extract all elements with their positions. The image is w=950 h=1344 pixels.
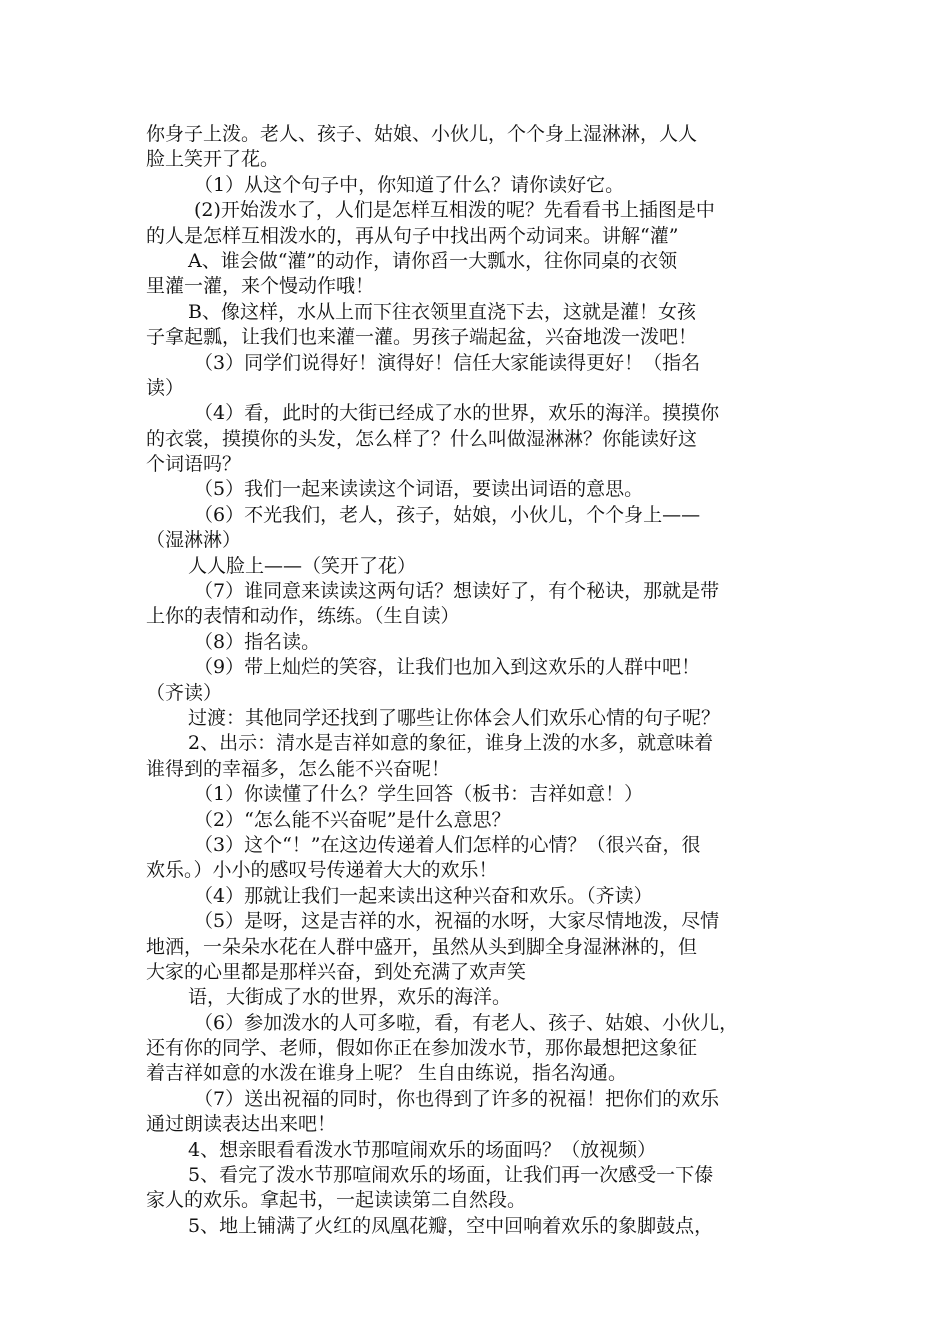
text-line: （4）那就让我们一起来读出这种兴奋和欢乐。（齐读） [194,884,653,907]
text-line: （6）参加泼水的人可多啦，看，有老人、孩子、姑娘、小伙儿， [194,1011,739,1034]
text-line: B、像这样，水从上而下往衣领里直浇下去，这就是灌！女孩 [188,300,696,323]
text-line: （齐读） [146,681,223,704]
text-line: 过渡：其他同学还找到了哪些让你体会人们欢乐心情的句子呢？ [188,706,721,729]
text-line: 还有你的同学、老师，假如你正在参加泼水节，那你最想把这象征 [146,1037,698,1060]
text-line: (2)开始泼水了，人们是怎样互相泼的呢？先看看书上插图是中 [194,199,715,222]
text-line: 着吉祥如意的水泼在谁身上呢？ 生自由练说，指名沟通。 [146,1062,628,1085]
text-line: 大家的心里都是那样兴奋，到处充满了欢声笑 [146,960,527,983]
text-line: 2、出示：清水是吉祥如意的象征，谁身上泼的水多，就意味着 [188,732,714,755]
text-line: 里灌一灌，来个慢动作哦！ [146,275,375,298]
text-line: 的衣裳，摸摸你的头发，怎么样了？什么叫做湿淋淋？你能读好这 [146,427,698,450]
text-line: （7）送出祝福的同时，你也得到了许多的祝福！把你们的欢乐 [194,1087,720,1110]
text-line: 读） [146,376,185,399]
text-line: （1）从这个句子中，你知道了什么？请你读好它。 [194,173,625,196]
text-line: 你身子上泼。老人、孩子、姑娘、小伙儿，个个身上湿淋淋，人人 [146,123,698,145]
text-line: 的人是怎样互相泼水的，再从句子中找出两个动词来。讲解“灌” [146,224,679,247]
text-line: A、谁会做“灌”的动作，请你舀一大瓢水，往你同桌的衣领 [188,249,678,272]
text-line: 脸上笑开了花。 [146,148,280,171]
text-line: 地洒，一朵朵水花在人群中盛开，虽然从头到脚全身湿淋淋的，但 [146,935,698,958]
text-line: 5、看完了泼水节那喧闹欢乐的场面，让我们再一次感受一下傣 [188,1164,714,1187]
text-line: 家人的欢乐。拿起书，一起读读第二自然段。 [146,1189,527,1212]
text-line: 个词语吗？ [146,453,242,476]
text-line: （7）谁同意来读读这两句话？想读好了，有个秘诀，那就是带 [194,580,720,603]
text-line: 5、地上铺满了火红的凤凰花瓣，空中回响着欢乐的象脚鼓点， [188,1214,714,1237]
text-line: （9）带上灿烂的笑容，让我们也加入到这欢乐的人群中吧！ [194,656,701,679]
text-line: 上你的表情和动作，练练。（生自读） [146,605,460,628]
text-line: 欢乐。）小小的感叹号传递着大大的欢乐！ [146,859,498,882]
text-line: 人人脸上——（笑开了花） [188,554,417,577]
text-line: 通过朗读表达出来吧！ [146,1113,337,1136]
text-line: （3）同学们说得好！演得好！信任大家能读得更好！（指名 [194,351,701,374]
text-line: 谁得到的幸福多，怎么能不兴奋呢！ [146,757,451,780]
text-line: （4）看，此时的大街已经成了水的世界，欢乐的海洋。摸摸你 [194,402,720,425]
text-line: （5）我们一起来读读这个词语，要读出词语的意思。 [194,478,644,501]
text-line: （5）是呀，这是吉祥的水，祝福的水呀，大家尽情地泼，尽情 [194,910,720,933]
text-line: （2）“怎么能不兴奋呢”是什么意思？ [194,808,511,831]
text-line: （3）这个“！”在这边传递着人们怎样的心情？（很兴奋，很 [194,833,701,856]
document-body [146,122,810,1239]
text-line: 子拿起瓢，让我们也来灌一灌。男孩子端起盆，兴奋地泼一泼吧！ [146,326,698,349]
text-line: （1）你读懂了什么？学生回答（板书：吉祥如意！） [194,783,644,806]
text-line: （6）不光我们，老人，孩子，姑娘，小伙儿，个个身上—— [194,503,701,526]
text-line: 语，大街成了水的世界，欢乐的海洋。 [188,986,512,1009]
text-line: （湿淋淋） [146,529,242,552]
text-line: （8）指名读。 [194,630,321,653]
text-line: 4、想亲眼看看泼水节那喧闹欢乐的场面吗？（放视频） [188,1138,657,1161]
